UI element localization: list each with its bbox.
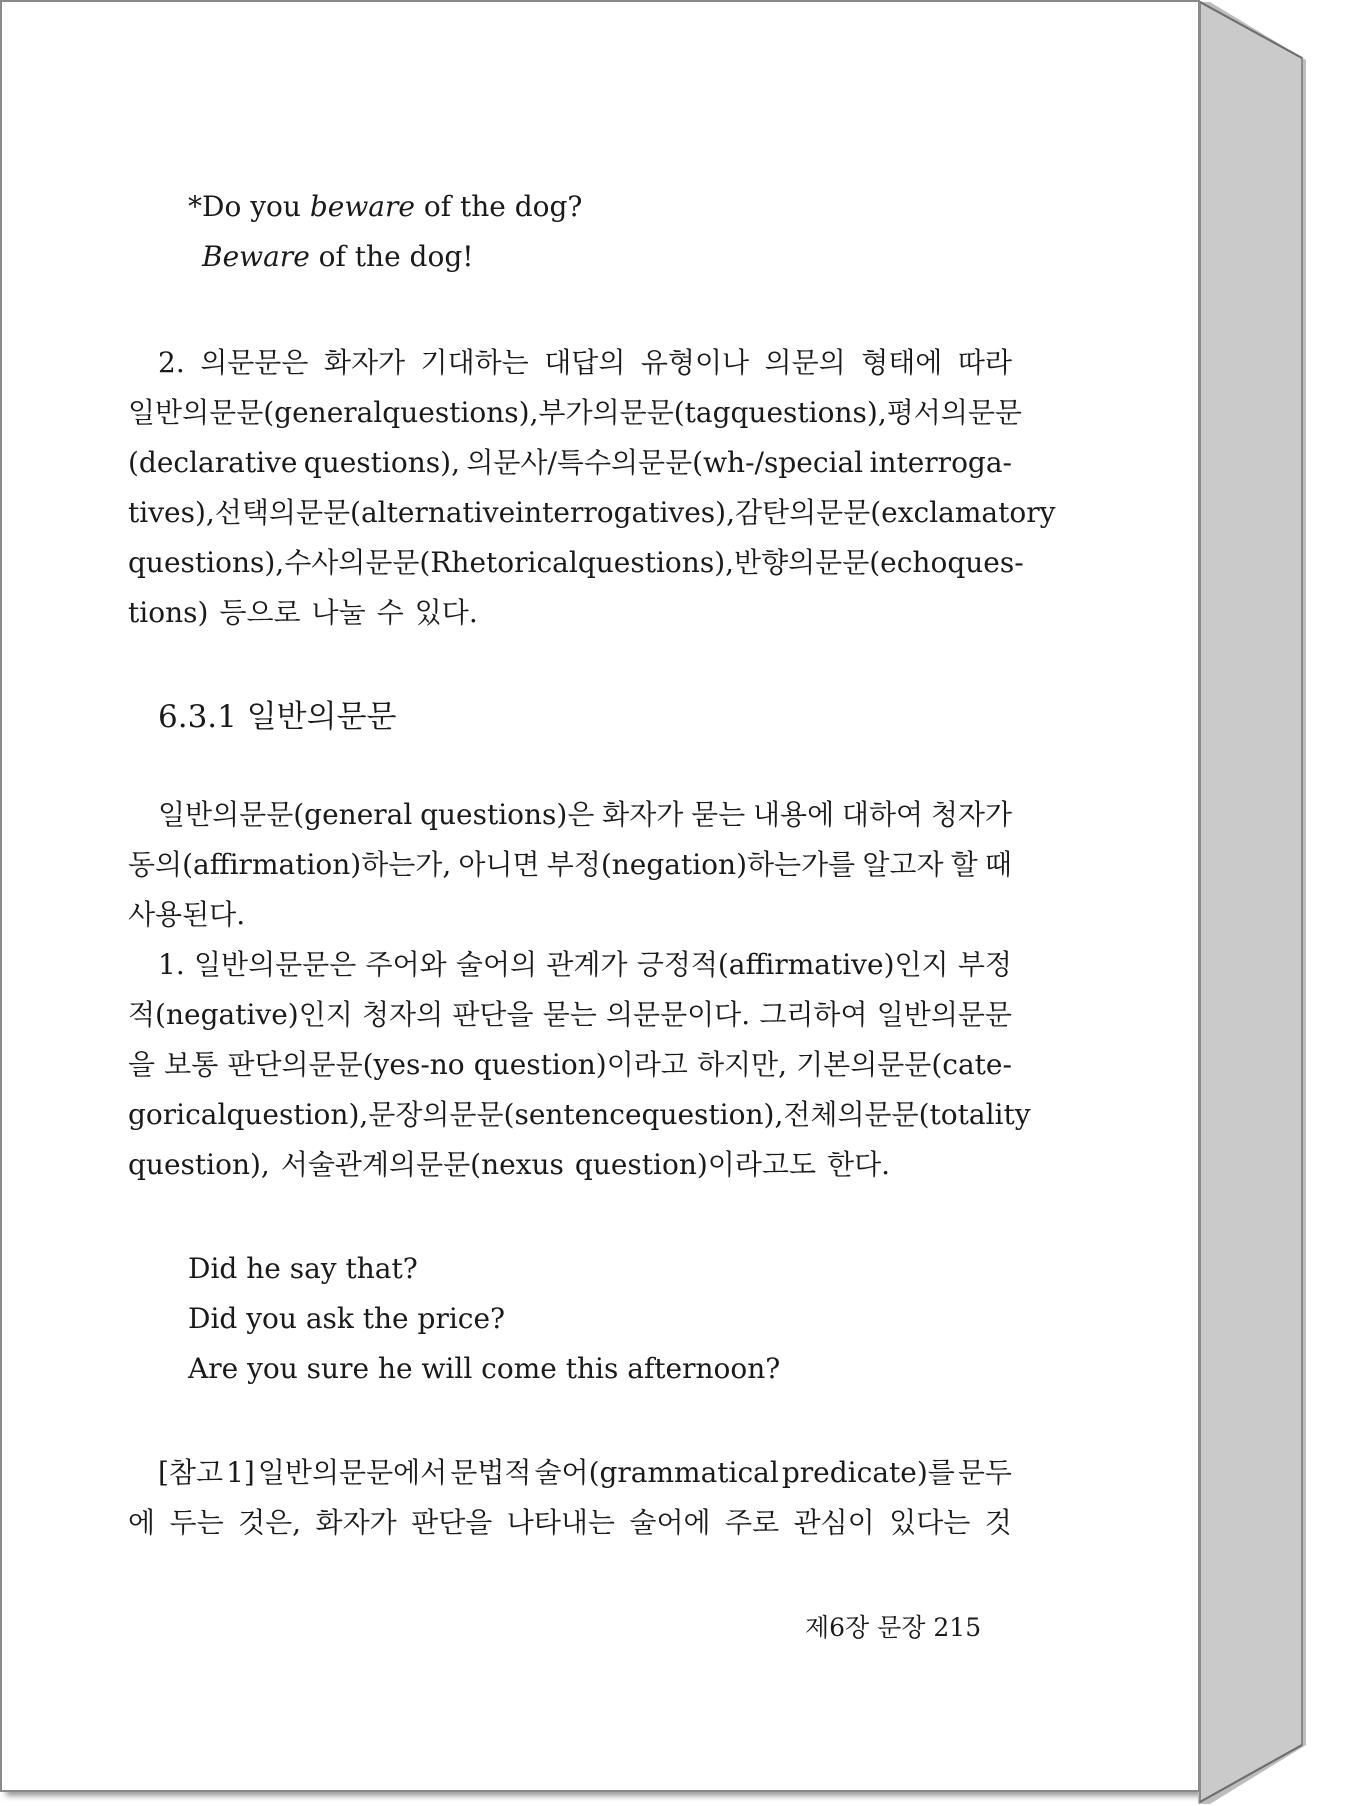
word: 2.	[158, 346, 185, 379]
word: question),	[641, 1098, 784, 1131]
word: 술어의	[455, 948, 538, 981]
word: 판단의문문(yes-no	[227, 1048, 465, 1081]
word: questions),	[382, 396, 539, 429]
word: 판단을	[411, 1506, 493, 1539]
word: 관심이	[793, 1506, 875, 1539]
word: interroga-	[869, 446, 1012, 479]
word: tives),	[128, 496, 215, 529]
word: 알고자	[862, 848, 944, 881]
word: 일반의문문(general	[158, 798, 413, 831]
word: 묻는	[542, 998, 597, 1031]
word: 화자가	[315, 1506, 397, 1539]
word: 의문문은	[200, 346, 309, 379]
word: 대하여	[841, 798, 924, 831]
example-sentence: Are you sure he will come this afternoon?	[188, 1352, 781, 1385]
section-heading: 6.3.1 일반의문문	[158, 699, 397, 735]
word: 주어와	[365, 948, 447, 981]
word: 문두	[957, 1456, 1012, 1489]
word: questions),	[303, 446, 460, 479]
text-line	[128, 338, 1012, 388]
word: 수사의문문(Rhetorical	[284, 546, 578, 579]
text-line	[128, 1140, 1012, 1190]
word: 선택의문문(alternative	[214, 496, 516, 529]
word: 술어에	[629, 1506, 711, 1539]
word: question),	[128, 1148, 270, 1181]
word: 사용된다.	[128, 898, 246, 931]
word: questions),	[730, 396, 887, 429]
word: 하지만,	[696, 1048, 787, 1081]
word: 에	[128, 1506, 156, 1539]
word: 술어(grammatical	[534, 1456, 779, 1489]
word: 따라	[957, 346, 1012, 379]
word: 청자가	[930, 798, 1012, 831]
word: 일반의문문에서	[257, 1456, 448, 1489]
text-line	[128, 488, 1056, 538]
example-sentence: *Do you beware of the dog?	[188, 190, 583, 223]
page-footer	[805, 1608, 981, 1648]
word: 유형이나	[640, 346, 750, 379]
text-line	[128, 1498, 1012, 1548]
text-line	[128, 388, 1022, 438]
word: 일반의문문	[876, 998, 1012, 1031]
word: 때	[984, 848, 1012, 881]
word: 있다.	[414, 596, 478, 629]
word: 보통	[164, 1048, 219, 1081]
chapter-label: 제6장 문장	[805, 1613, 926, 1642]
word: 적(negative)인지	[128, 998, 353, 1031]
example-sentence: Did you ask the price?	[188, 1302, 506, 1335]
word: [참고	[158, 1456, 224, 1489]
word: 전체의문문(totality	[783, 1098, 1031, 1131]
word: tions)	[128, 596, 209, 629]
text-line	[128, 840, 1012, 890]
word: 한다.	[827, 1148, 891, 1181]
word: predicate)를	[781, 1456, 955, 1489]
word: 서술관계의문문(nexus	[280, 1148, 564, 1181]
word: 할	[950, 848, 978, 881]
word: 화자가	[602, 798, 684, 831]
word: question)이라고	[473, 1048, 688, 1081]
word: 나눌	[311, 596, 366, 629]
word: 1.	[158, 948, 185, 981]
page-number: 215	[933, 1613, 982, 1642]
word: 묻는	[691, 798, 746, 831]
word: 있다는	[889, 1506, 971, 1539]
word: gorical	[128, 1098, 227, 1131]
paragraph-question-types	[128, 338, 1056, 638]
word: 문법적	[450, 1456, 532, 1489]
word: 주로	[725, 1506, 780, 1539]
text-line	[128, 438, 1012, 488]
text-line	[128, 588, 1012, 638]
word: question),	[226, 1098, 369, 1131]
word: 기대하는	[420, 346, 529, 379]
word: 청자의	[362, 998, 444, 1031]
text-line	[128, 940, 1012, 990]
word: 의문문이다.	[605, 998, 751, 1031]
word: 수	[376, 596, 404, 629]
word: 의문의	[764, 346, 846, 379]
word: 화자가	[323, 346, 406, 379]
word: 반향의문문(echo	[734, 546, 948, 579]
text-line	[128, 890, 1012, 940]
text-line	[128, 1090, 1031, 1140]
word: 감탄의문문(exclamatory	[734, 496, 1056, 529]
word: 평서의문문	[886, 396, 1022, 429]
text-line	[128, 1448, 1012, 1498]
word: 일반의문문은	[193, 948, 357, 981]
word: 내용에	[752, 798, 835, 831]
word: 동의(affirmation)하는가,	[128, 848, 452, 881]
word: 두는	[169, 1506, 224, 1539]
word: 아니면	[458, 848, 540, 881]
word: (declarative	[128, 446, 298, 479]
example-sentence: Beware of the dog!	[202, 240, 474, 273]
example-sentence: Did he say that?	[188, 1252, 418, 1285]
word: questions)은	[420, 798, 595, 831]
word: 것은,	[238, 1506, 302, 1539]
paragraph-general-questions	[128, 790, 1031, 1190]
text-line	[128, 1040, 1012, 1090]
word: questions),	[577, 546, 735, 579]
word: 부정(negation)하는가를	[546, 848, 856, 881]
word: 1]	[226, 1456, 255, 1489]
word: interrogatives),	[515, 496, 735, 529]
word: question)이라고도	[574, 1148, 817, 1181]
word: ques-	[947, 546, 1024, 579]
word: 문장의문문(sentence	[368, 1098, 642, 1131]
word: 대답의	[544, 346, 626, 379]
word: 의문사/특수의문문(wh-/special	[466, 446, 864, 479]
word: 형태에	[861, 346, 943, 379]
word: 판단을	[452, 998, 534, 1031]
word: 관계가	[546, 948, 628, 981]
text-line	[128, 538, 1024, 588]
word: questions),	[128, 546, 285, 579]
word: 긍정적(affirmative)인지	[636, 948, 949, 981]
word: 일반의문문(general	[128, 396, 383, 429]
word: 그리하여	[759, 998, 868, 1031]
word: 을	[128, 1048, 156, 1081]
word: 기본의문문(cate-	[796, 1048, 1012, 1081]
word: 나타내는	[506, 1506, 615, 1539]
word: 것	[984, 1506, 1012, 1539]
text-line	[128, 990, 1012, 1040]
text-line	[128, 790, 1012, 840]
note-paragraph	[128, 1448, 1012, 1548]
word: 부정	[957, 948, 1012, 981]
word: 부가의문문(tag	[538, 396, 731, 429]
word: 등으로	[219, 596, 301, 629]
